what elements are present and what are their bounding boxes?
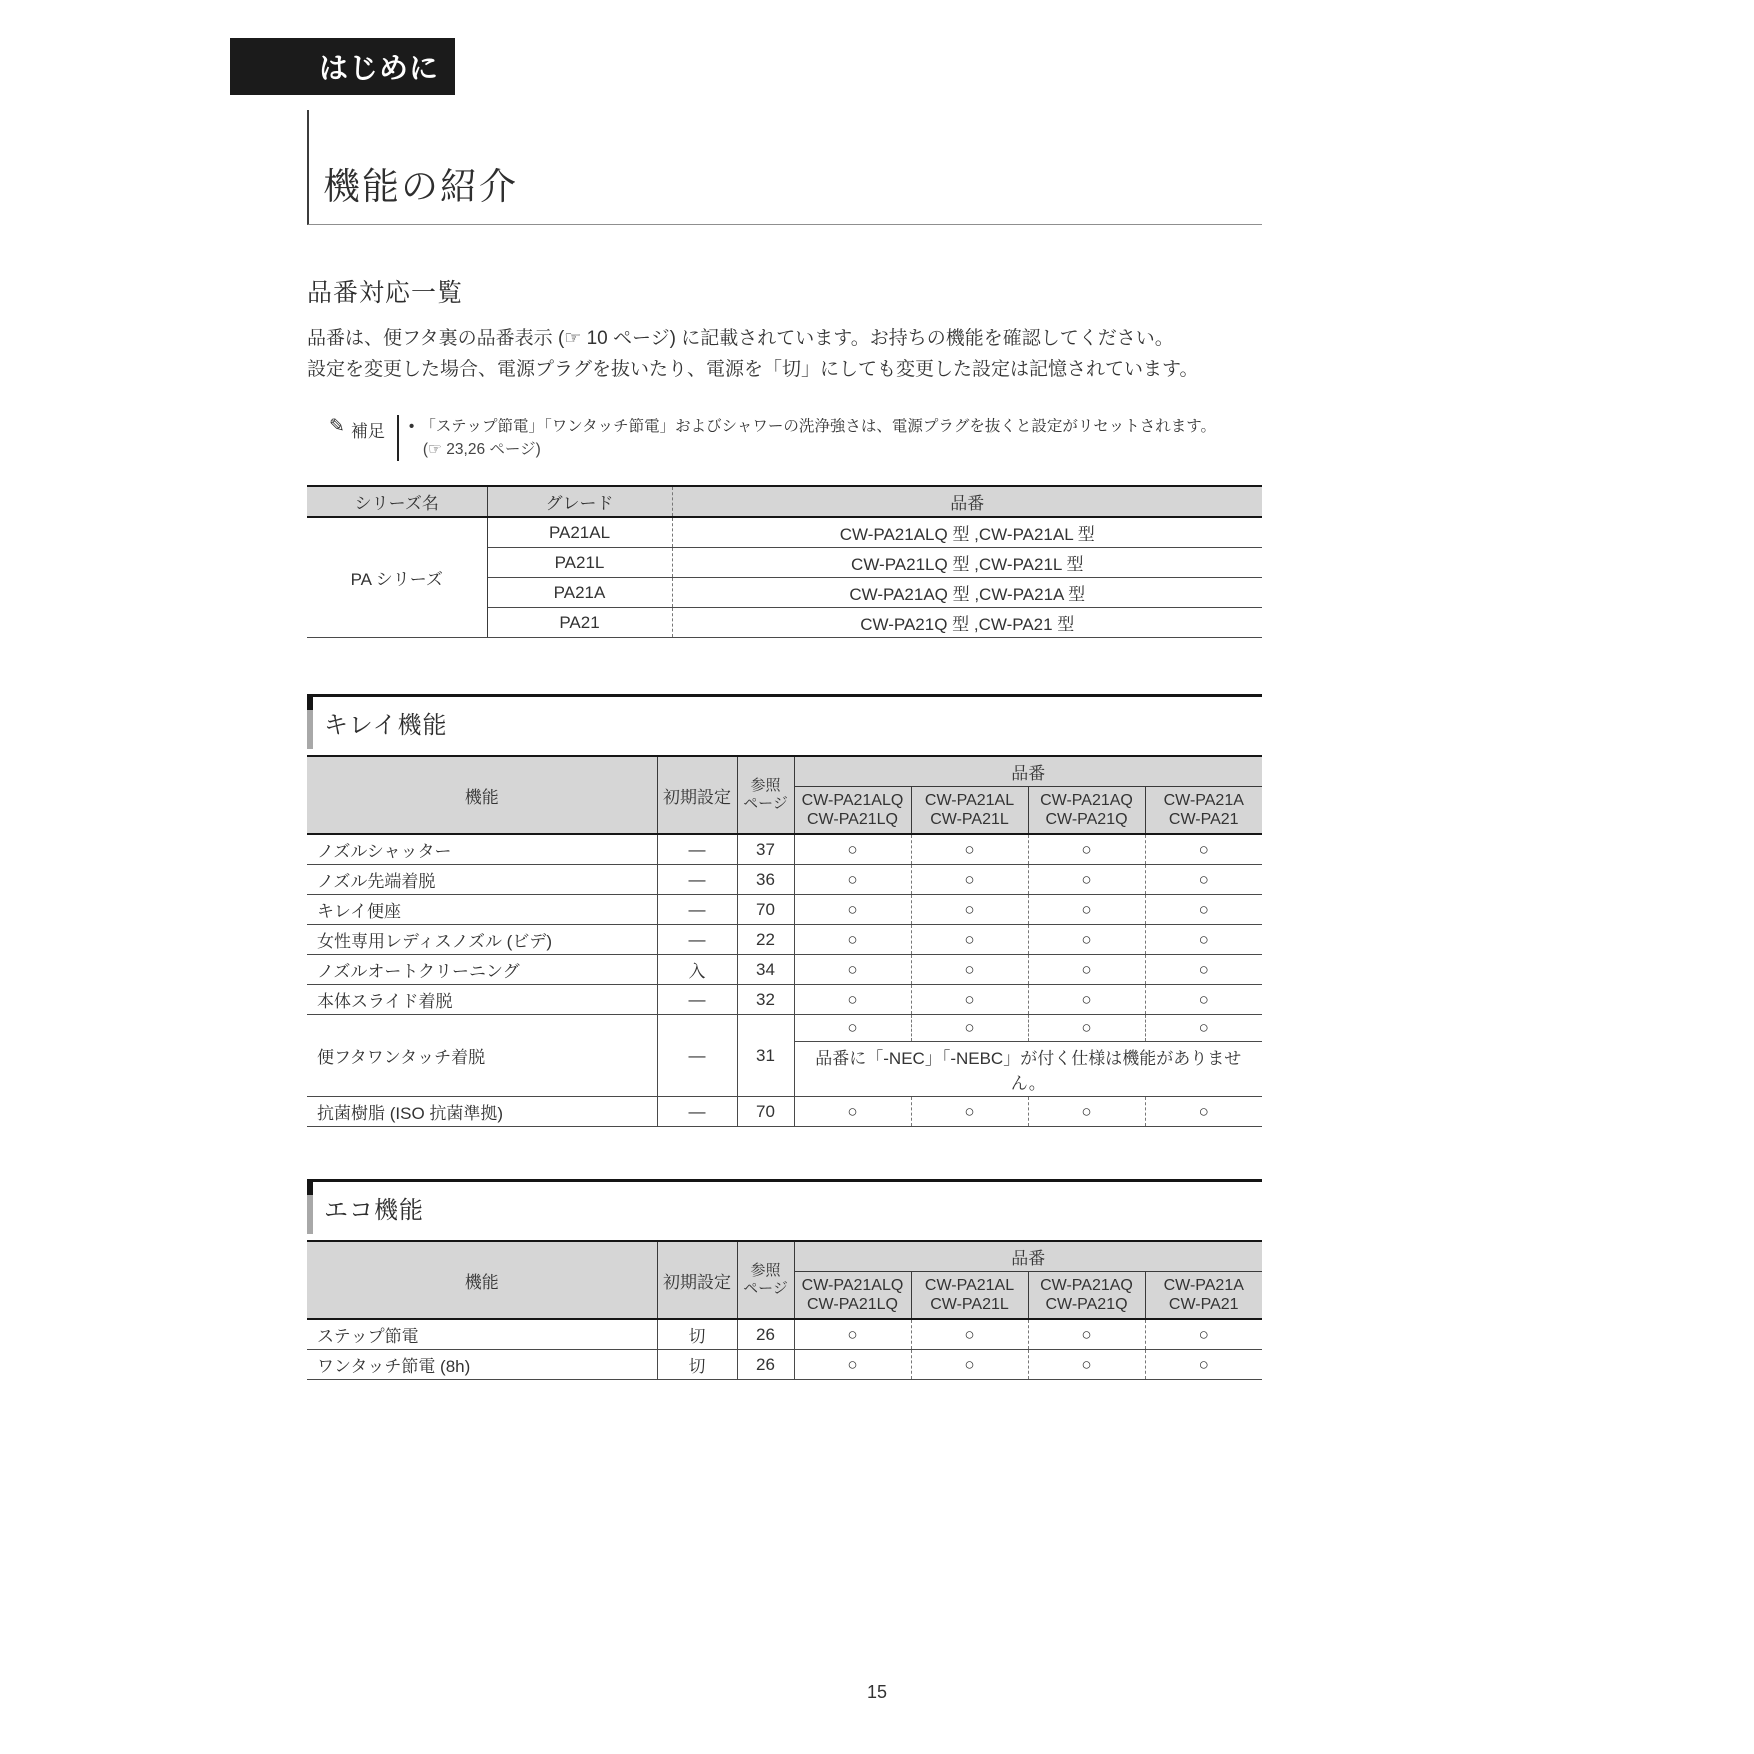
col-header-function: 機能 — [307, 1241, 657, 1319]
feature-header-row-1 — [307, 1241, 1262, 1272]
note-text: 「ステップ節電」「ワンタッチ節電」およびシャワーの洗浄強さは、電源プラグを抜くと設定がリセットされます。 — [420, 418, 1216, 435]
feature-row — [307, 1097, 1262, 1127]
note-body — [409, 415, 1216, 461]
col-header-refpage — [737, 756, 794, 834]
availability-mark: ○ — [1145, 1319, 1262, 1350]
model-name: CW-PA21 — [1168, 811, 1239, 828]
availability-mark: ○ — [1028, 1350, 1145, 1380]
note-divider — [397, 415, 399, 461]
availability-mark: ○ — [1028, 925, 1145, 955]
intro-line-2: 設定を変更した場合、電源プラグを抜いたり、電源を「切」にしても変更した設定は記憶されています。 — [307, 359, 1199, 380]
feature-name-cell: キレイ便座 — [307, 895, 657, 925]
ref-page-cell: 22 — [737, 925, 794, 955]
feature-name-cell: ステップ節電 — [307, 1319, 657, 1350]
models-cell: CW-PA21Q 型 ,CW-PA21 型 — [672, 608, 1262, 638]
col-header-model-4 — [1145, 787, 1262, 835]
availability-mark: ○ — [1145, 985, 1262, 1015]
col-header-models-group: 品番 — [794, 1241, 1262, 1272]
availability-mark: ○ — [911, 985, 1028, 1015]
refpage-line1: 参照 — [750, 1262, 781, 1279]
availability-mark: ○ — [911, 1015, 1028, 1042]
availability-mark: ○ — [1028, 834, 1145, 865]
feature-name-cell: ノズル先端着脱 — [307, 865, 657, 895]
feature-row — [307, 1015, 1262, 1042]
feature-name-cell: 便フタワンタッチ着脱 — [307, 1015, 657, 1097]
ref-page-cell: 70 — [737, 1097, 794, 1127]
feature-row — [307, 1319, 1262, 1350]
availability-mark: ○ — [794, 985, 911, 1015]
model-name: CW-PA21AL — [924, 792, 1015, 809]
series-table-row — [307, 517, 1262, 548]
model-name: CW-PA21Q — [1045, 811, 1128, 828]
note-line-1 — [409, 415, 1216, 438]
availability-mark: ○ — [911, 834, 1028, 865]
ref-page-cell: 32 — [737, 985, 794, 1015]
model-name: CW-PA21L — [930, 1296, 1009, 1313]
feature-name-cell: ノズルシャッター — [307, 834, 657, 865]
availability-mark: ○ — [1145, 1015, 1262, 1042]
availability-mark: ○ — [794, 1319, 911, 1350]
availability-mark: ○ — [1145, 955, 1262, 985]
model-name: CW-PA21 — [1168, 1296, 1239, 1313]
model-name: CW-PA21ALQ — [801, 1277, 904, 1294]
model-name: CW-PA21A — [1163, 792, 1244, 809]
feature-header-row-1 — [307, 756, 1262, 787]
ref-page-cell: 70 — [737, 895, 794, 925]
availability-mark: ○ — [911, 1097, 1028, 1127]
default-setting-cell: ― — [657, 1097, 737, 1127]
section-heading-model-list: 品番対応一覧 — [307, 279, 464, 307]
feature-row — [307, 925, 1262, 955]
feature-name-cell: ノズルオートクリーニング — [307, 955, 657, 985]
col-header-model-1 — [794, 787, 911, 835]
grade-cell: PA21 — [487, 608, 672, 638]
model-name: CW-PA21LQ — [807, 1296, 898, 1313]
default-setting-cell: ― — [657, 834, 737, 865]
availability-mark: ○ — [1145, 865, 1262, 895]
availability-mark: ○ — [794, 1350, 911, 1380]
availability-mark: ○ — [1028, 955, 1145, 985]
feature-row — [307, 985, 1262, 1015]
grade-cell: PA21AL — [487, 517, 672, 548]
default-setting-cell: ― — [657, 985, 737, 1015]
feature-name-cell: ワンタッチ節電 (8h) — [307, 1350, 657, 1380]
model-name: CW-PA21Q — [1045, 1296, 1128, 1313]
content-column — [307, 110, 1262, 1380]
series-table-header-row — [307, 486, 1262, 517]
ref-page-cell: 36 — [737, 865, 794, 895]
ref-page-cell: 37 — [737, 834, 794, 865]
pencil-icon: ✎ — [329, 416, 345, 437]
col-header-function: 機能 — [307, 756, 657, 834]
title-block — [307, 110, 1262, 225]
model-name: CW-PA21AQ — [1040, 1277, 1133, 1294]
feature-row — [307, 834, 1262, 865]
ref-page-cell: 26 — [737, 1319, 794, 1350]
availability-mark: ○ — [1028, 865, 1145, 895]
availability-mark: ○ — [911, 955, 1028, 985]
availability-mark: ○ — [794, 865, 911, 895]
availability-mark: ○ — [1028, 985, 1145, 1015]
col-header-model-3 — [1028, 787, 1145, 835]
feature-row — [307, 955, 1262, 985]
feature-name-cell: 抗菌樹脂 (ISO 抗菌準拠) — [307, 1097, 657, 1127]
col-header-default: 初期設定 — [657, 756, 737, 834]
default-setting-cell: 切 — [657, 1319, 737, 1350]
availability-mark: ○ — [911, 1350, 1028, 1380]
col-header-model-4 — [1145, 1272, 1262, 1320]
model-name: CW-PA21L — [930, 811, 1009, 828]
supplement-label — [329, 415, 385, 461]
availability-mark: ○ — [911, 865, 1028, 895]
availability-mark: ○ — [1145, 834, 1262, 865]
intro-line-1: 品番は、便フタ裏の品番表示 (☞ 10 ページ) に記載されています。お持ちの機能を確認してください。 — [307, 328, 1174, 349]
section-heading-kirei — [307, 694, 1262, 749]
grade-cell: PA21L — [487, 548, 672, 578]
feature-row — [307, 865, 1262, 895]
eco-heading-text: エコ機能 — [324, 1197, 424, 1224]
availability-mark: ○ — [1145, 1097, 1262, 1127]
availability-mark: ○ — [911, 925, 1028, 955]
availability-mark: ○ — [794, 1097, 911, 1127]
col-header-model-2 — [911, 1272, 1028, 1320]
chapter-tab — [230, 38, 455, 95]
refpage-line1: 参照 — [750, 777, 781, 794]
bullet-icon: • — [408, 418, 415, 435]
default-setting-cell: 切 — [657, 1350, 737, 1380]
section-heading-eco — [307, 1179, 1262, 1234]
availability-mark: ○ — [1145, 895, 1262, 925]
availability-mark: ○ — [794, 895, 911, 925]
availability-mark: ○ — [1145, 1350, 1262, 1380]
models-cell: CW-PA21AQ 型 ,CW-PA21A 型 — [672, 578, 1262, 608]
kirei-heading-text: キレイ機能 — [324, 712, 448, 739]
availability-mark: ○ — [911, 1319, 1028, 1350]
default-setting-cell: 入 — [657, 955, 737, 985]
availability-mark: ○ — [794, 834, 911, 865]
ref-page-cell: 31 — [737, 1015, 794, 1097]
series-name-cell: PA シリーズ — [307, 517, 487, 638]
page-title: 機能の紹介 — [323, 166, 518, 207]
model-name: CW-PA21AL — [924, 1277, 1015, 1294]
feature-name-cell: 女性専用レディスノズル (ビデ) — [307, 925, 657, 955]
col-header-model-3 — [1028, 1272, 1145, 1320]
grade-cell: PA21A — [487, 578, 672, 608]
col-header-model-1 — [794, 1272, 911, 1320]
eco-feature-table — [307, 1240, 1262, 1380]
availability-mark: ○ — [794, 955, 911, 985]
models-cell: CW-PA21ALQ 型 ,CW-PA21AL 型 — [672, 517, 1262, 548]
page-number: 15 — [866, 1682, 888, 1702]
feature-row — [307, 895, 1262, 925]
supplement-note — [329, 415, 1262, 461]
kirei-feature-table — [307, 755, 1262, 1127]
intro-paragraph — [307, 323, 1262, 385]
series-model-table — [307, 485, 1262, 638]
model-name: CW-PA21AQ — [1040, 792, 1133, 809]
col-header-models-group: 品番 — [794, 756, 1262, 787]
chapter-tab-label: はじめに — [318, 53, 439, 85]
availability-mark: ○ — [1145, 925, 1262, 955]
model-name: CW-PA21A — [1163, 1277, 1244, 1294]
feature-row — [307, 1350, 1262, 1380]
availability-mark: ○ — [1028, 1015, 1145, 1042]
col-header-model-2 — [911, 787, 1028, 835]
feature-name-cell: 本体スライド着脱 — [307, 985, 657, 1015]
availability-mark: ○ — [794, 1015, 911, 1042]
col-header-refpage — [737, 1241, 794, 1319]
availability-note-cell: 品番に「-NEC」「-NEBC」が付く仕様は機能がありません。 — [794, 1042, 1262, 1097]
availability-mark: ○ — [1028, 1097, 1145, 1127]
model-name: CW-PA21LQ — [807, 811, 898, 828]
ref-page-cell: 34 — [737, 955, 794, 985]
col-header-default: 初期設定 — [657, 1241, 737, 1319]
models-cell: CW-PA21LQ 型 ,CW-PA21L 型 — [672, 548, 1262, 578]
col-header-models: 品番 — [672, 486, 1262, 517]
availability-mark: ○ — [794, 925, 911, 955]
model-name: CW-PA21ALQ — [801, 792, 904, 809]
refpage-line2: ページ — [743, 795, 788, 812]
ref-page-cell: 26 — [737, 1350, 794, 1380]
default-setting-cell: ― — [657, 1015, 737, 1097]
default-setting-cell: ― — [657, 925, 737, 955]
availability-mark: ○ — [911, 895, 1028, 925]
availability-mark: ○ — [1028, 895, 1145, 925]
default-setting-cell: ― — [657, 895, 737, 925]
col-header-grade: グレード — [487, 486, 672, 517]
refpage-line2: ページ — [743, 1280, 788, 1297]
availability-mark: ○ — [1028, 1319, 1145, 1350]
col-header-series: シリーズ名 — [307, 486, 487, 517]
supplement-label-text: 補足 — [350, 422, 385, 441]
note-page-ref: (☞ 23,26 ページ) — [422, 441, 541, 458]
default-setting-cell: ― — [657, 865, 737, 895]
